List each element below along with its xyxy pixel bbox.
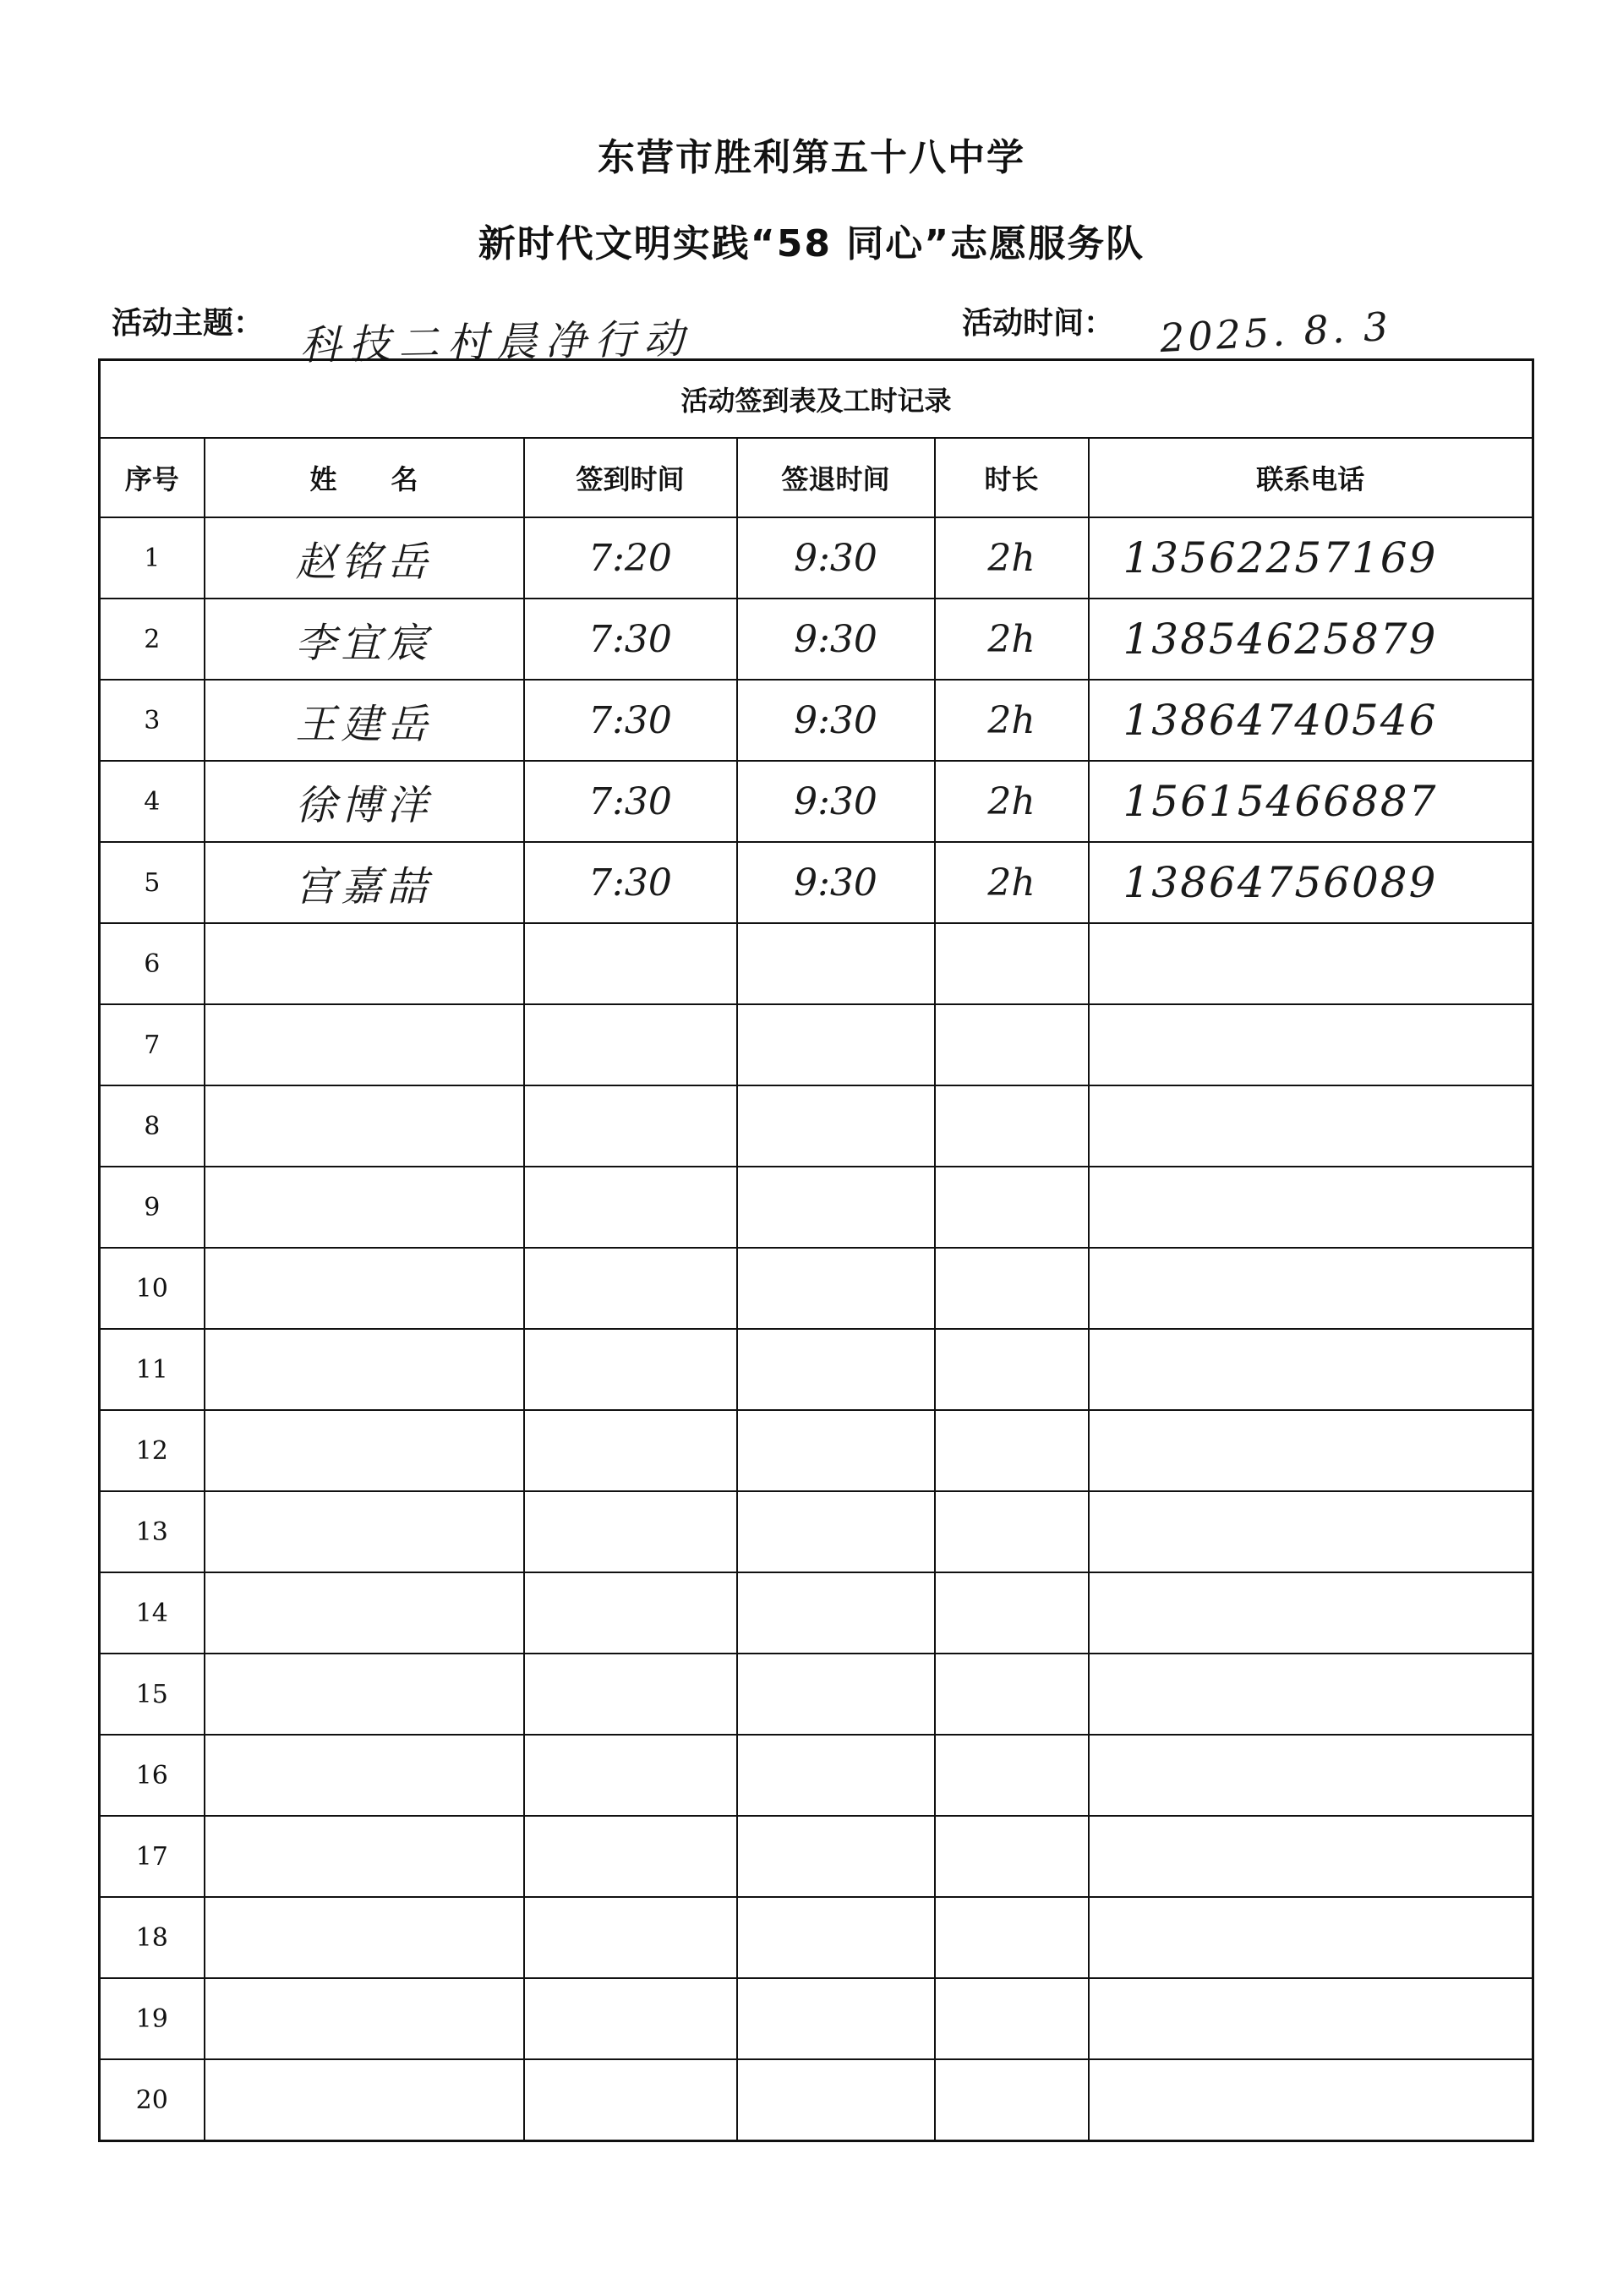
- phone-cell: [1089, 2059, 1533, 2141]
- sign-out-cell: [737, 1654, 935, 1735]
- table-header-row: [100, 438, 1533, 517]
- table-row: [100, 842, 1533, 923]
- name-cell: [205, 1572, 524, 1654]
- sign-in-cell: 7:30: [524, 599, 737, 680]
- name-cell: 徐博洋: [205, 761, 524, 842]
- table-row: [100, 2059, 1533, 2141]
- sign-out-cell: [737, 923, 935, 1004]
- duration-cell: [935, 1978, 1089, 2059]
- sign-out-cell: 9:30: [737, 761, 935, 842]
- column-header-name: 姓 名: [205, 438, 524, 517]
- phone-cell: 13562257169: [1089, 517, 1533, 599]
- duration-cell: 2h: [935, 599, 1089, 680]
- name-cell: [205, 1248, 524, 1329]
- sign-in-cell: [524, 1491, 737, 1572]
- phone-cell: [1089, 1897, 1533, 1978]
- duration-cell: [935, 1654, 1089, 1735]
- seq-cell: 6: [100, 923, 205, 1004]
- table-row: [100, 1085, 1533, 1167]
- sign-in-cell: [524, 1167, 737, 1248]
- sign-in-cell: [524, 1248, 737, 1329]
- sign-in-cell: [524, 1735, 737, 1816]
- sign-in-cell: [524, 1978, 737, 2059]
- sign-out-cell: 9:30: [737, 842, 935, 923]
- name-cell: [205, 1735, 524, 1816]
- duration-cell: 2h: [935, 517, 1089, 599]
- duration-cell: [935, 1491, 1089, 1572]
- name-cell: [205, 1410, 524, 1491]
- seq-cell: 18: [100, 1897, 205, 1978]
- table-row: [100, 1572, 1533, 1654]
- name-cell: [205, 1491, 524, 1572]
- sign-in-cell: [524, 923, 737, 1004]
- column-header-duration: 时长: [935, 438, 1089, 517]
- sign-out-cell: [737, 1816, 935, 1897]
- table-row: [100, 1004, 1533, 1085]
- seq-cell: 1: [100, 517, 205, 599]
- name-cell: [205, 923, 524, 1004]
- seq-cell: 10: [100, 1248, 205, 1329]
- phone-cell: 13864740546: [1089, 680, 1533, 761]
- table-row: [100, 517, 1533, 599]
- sign-out-cell: [737, 1491, 935, 1572]
- seq-cell: 12: [100, 1410, 205, 1491]
- table-row: [100, 1897, 1533, 1978]
- duration-cell: [935, 2059, 1089, 2141]
- name-cell: 赵铭岳: [205, 517, 524, 599]
- activity-time-value: 2025. 8. 3: [1158, 303, 1393, 362]
- sign-out-cell: [737, 1978, 935, 2059]
- table-row: [100, 1978, 1533, 2059]
- seq-cell: 2: [100, 599, 205, 680]
- duration-cell: 2h: [935, 761, 1089, 842]
- phone-cell: [1089, 923, 1533, 1004]
- table-row: [100, 1491, 1533, 1572]
- table-row: [100, 599, 1533, 680]
- phone-cell: [1089, 1085, 1533, 1167]
- table-caption: 活动签到表及工时记录: [100, 360, 1533, 439]
- sign-in-cell: [524, 1004, 737, 1085]
- duration-cell: [935, 1735, 1089, 1816]
- phone-cell: [1089, 1572, 1533, 1654]
- column-header-sign-in: 签到时间: [524, 438, 737, 517]
- name-cell: [205, 1897, 524, 1978]
- activity-time-label: 活动时间：: [962, 306, 1115, 341]
- phone-cell: [1089, 1491, 1533, 1572]
- duration-cell: 2h: [935, 680, 1089, 761]
- sign-out-cell: 9:30: [737, 680, 935, 761]
- table-row: [100, 1735, 1533, 1816]
- phone-cell: [1089, 1329, 1533, 1410]
- table-caption-row: [100, 360, 1533, 439]
- duration-cell: [935, 1329, 1089, 1410]
- seq-cell: 3: [100, 680, 205, 761]
- seq-cell: 15: [100, 1654, 205, 1735]
- sign-out-cell: [737, 1735, 935, 1816]
- name-cell: [205, 1329, 524, 1410]
- name-cell: [205, 1654, 524, 1735]
- team-title: 新时代文明实践“58 同心”志愿服务队: [478, 222, 1145, 265]
- duration-cell: [935, 1816, 1089, 1897]
- phone-cell: 15615466887: [1089, 761, 1533, 842]
- name-cell: 宫嘉喆: [205, 842, 524, 923]
- sign-in-cell: 7:30: [524, 680, 737, 761]
- column-header-sign-out: 签退时间: [737, 438, 935, 517]
- sign-in-cell: [524, 1085, 737, 1167]
- duration-cell: [935, 1167, 1089, 1248]
- column-header-phone: 联系电话: [1089, 438, 1533, 517]
- sign-out-cell: [737, 1897, 935, 1978]
- table-row: [100, 1410, 1533, 1491]
- phone-cell: [1089, 1654, 1533, 1735]
- activity-theme-value: 科技二村晨净行动: [299, 314, 693, 370]
- name-cell: 王建岳: [205, 680, 524, 761]
- sign-out-cell: [737, 1167, 935, 1248]
- name-cell: [205, 2059, 524, 2141]
- table-row: [100, 923, 1533, 1004]
- duration-cell: [935, 923, 1089, 1004]
- table-row: [100, 680, 1533, 761]
- seq-cell: 7: [100, 1004, 205, 1085]
- phone-cell: [1089, 1410, 1533, 1491]
- name-cell: [205, 1816, 524, 1897]
- school-title: 东营市胜利第五十八中学: [598, 136, 1025, 179]
- phone-cell: [1089, 1978, 1533, 2059]
- name-cell: 李宜宸: [205, 599, 524, 680]
- table-row: [100, 1167, 1533, 1248]
- phone-cell: 13854625879: [1089, 599, 1533, 680]
- sign-out-cell: [737, 1085, 935, 1167]
- phone-cell: [1089, 1167, 1533, 1248]
- table-row: [100, 1816, 1533, 1897]
- sign-out-cell: [737, 1248, 935, 1329]
- sign-out-cell: [737, 1329, 935, 1410]
- name-cell: [205, 1085, 524, 1167]
- name-cell: [205, 1978, 524, 2059]
- seq-cell: 9: [100, 1167, 205, 1248]
- name-cell: [205, 1004, 524, 1085]
- sign-in-cell: [524, 1816, 737, 1897]
- duration-cell: [935, 1004, 1089, 1085]
- seq-cell: 19: [100, 1978, 205, 2059]
- activity-theme-label: 活动主题：: [112, 306, 265, 341]
- seq-cell: 13: [100, 1491, 205, 1572]
- duration-cell: [935, 1248, 1089, 1329]
- sign-out-cell: 9:30: [737, 517, 935, 599]
- duration-cell: 2h: [935, 842, 1089, 923]
- sign-out-cell: [737, 1410, 935, 1491]
- sign-in-cell: [524, 2059, 737, 2141]
- seq-cell: 8: [100, 1085, 205, 1167]
- duration-cell: [935, 1897, 1089, 1978]
- sign-in-cell: 7:30: [524, 842, 737, 923]
- phone-cell: 13864756089: [1089, 842, 1533, 923]
- column-header-seq: 序号: [100, 438, 205, 517]
- sign-in-table: [98, 358, 1534, 2142]
- sign-out-cell: [737, 2059, 935, 2141]
- sign-in-cell: [524, 1410, 737, 1491]
- sign-out-cell: [737, 1572, 935, 1654]
- sign-in-cell: [524, 1654, 737, 1735]
- sign-in-cell: 7:30: [524, 761, 737, 842]
- table-row: [100, 1654, 1533, 1735]
- name-cell: [205, 1167, 524, 1248]
- duration-cell: [935, 1085, 1089, 1167]
- phone-cell: [1089, 1816, 1533, 1897]
- table-row: [100, 1248, 1533, 1329]
- seq-cell: 4: [100, 761, 205, 842]
- seq-cell: 14: [100, 1572, 205, 1654]
- seq-cell: 16: [100, 1735, 205, 1816]
- seq-cell: 5: [100, 842, 205, 923]
- sign-out-cell: 9:30: [737, 599, 935, 680]
- phone-cell: [1089, 1004, 1533, 1085]
- sign-in-cell: [524, 1572, 737, 1654]
- phone-cell: [1089, 1735, 1533, 1816]
- table-row: [100, 761, 1533, 842]
- sign-out-cell: [737, 1004, 935, 1085]
- seq-cell: 20: [100, 2059, 205, 2141]
- table-row: [100, 1329, 1533, 1410]
- seq-cell: 17: [100, 1816, 205, 1897]
- sign-in-cell: [524, 1897, 737, 1978]
- duration-cell: [935, 1410, 1089, 1491]
- sign-in-cell: [524, 1329, 737, 1410]
- phone-cell: [1089, 1248, 1533, 1329]
- seq-cell: 11: [100, 1329, 205, 1410]
- duration-cell: [935, 1572, 1089, 1654]
- sign-in-cell: 7:20: [524, 517, 737, 599]
